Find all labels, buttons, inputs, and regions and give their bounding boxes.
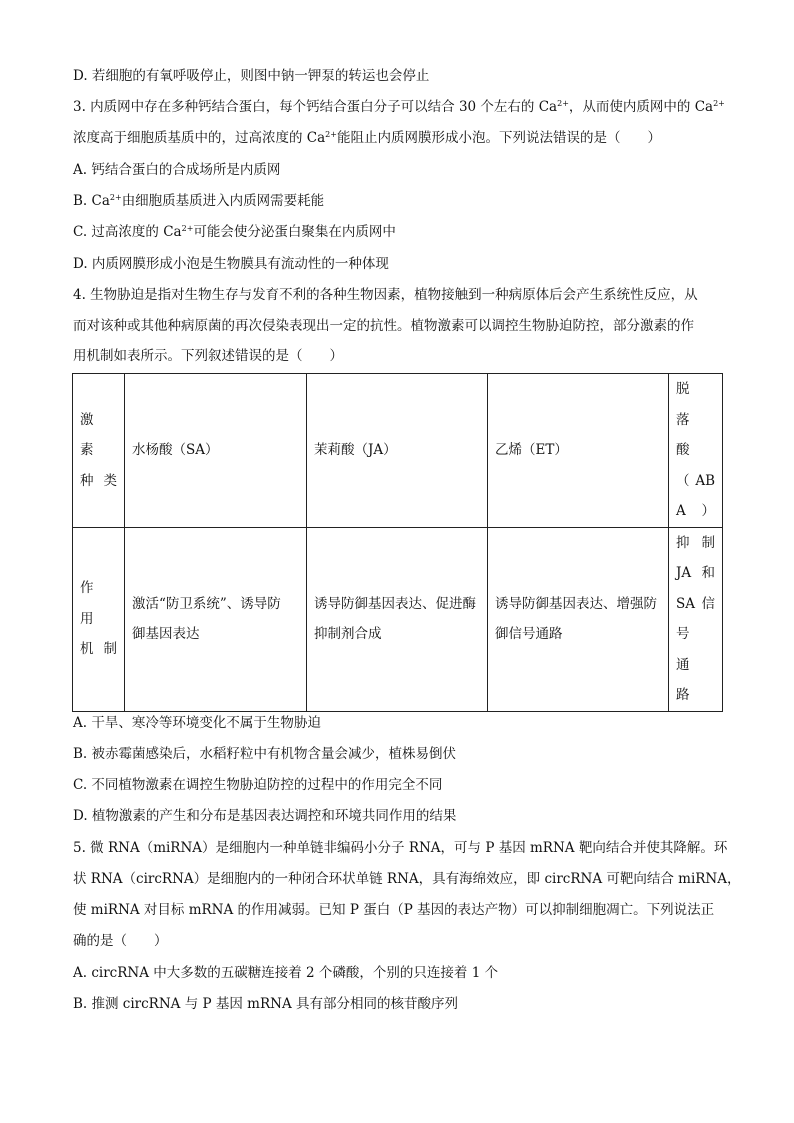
- table-cell-et: 乙烯（ET）: [488, 374, 669, 528]
- q3-stem-line2: 浓度高于细胞质基质中的，过高浓度的 $Ca^{2+}$能阻止内质网膜形成小泡。下列说法错误的是（ ）: [73, 130, 661, 146]
- q4-option-b: B. 被赤霉菌感染后，水稻籽粒中有机物含量会减少，植株易倒伏: [73, 746, 457, 762]
- q5-stem-line1: 5. 微 RNA（miRNA）是细胞内一种单链非编码小分子 RNA，可与 P 基因 mRNA 靶向结合并使其降解。环: [73, 840, 728, 856]
- q4-option-d: D. 植物激素的产生和分布是基因表达调控和环境共同作用的结果: [73, 808, 457, 824]
- table-cell-ja-mechanism: 诱导防御基因表达、促进酶 抑制剂合成: [307, 527, 488, 711]
- q5-option-a: A. circRNA 中大多数的五碳糖连接着 2 个磷酸，个别的只连接着 1 个: [73, 965, 499, 981]
- q4-stem-line3: 用机制如表所示。下列叙述错误的是（ ）: [73, 348, 343, 364]
- q4-stem-line2: 而对该种或其他种病原菌的再次侵染表现出一定的抗性。植物激素可以调控生物胁迫防控，部分激素的作: [73, 318, 694, 334]
- q5-stem-line2: 状 RNA（circRNA）是细胞内的一种闭合环状单链 RNA，具有海绵效应，即 circRNA 可靶向结合 miRNA，: [73, 871, 741, 887]
- table-header-mechanism: 作 用 机制: [73, 527, 125, 711]
- q2-option-d: D. 若细胞的有氧呼吸停止，则图中钠一钾泵的转运也会停止: [73, 68, 430, 84]
- q5-stem-line4: 确的是（ ）: [73, 933, 168, 949]
- hormone-table: [72, 373, 723, 712]
- q5-option-b: B. 推测 circRNA 与 P 基因 mRNA 具有部分相同的核苷酸序列: [73, 996, 458, 1012]
- q3-option-a: A. 钙结合蛋白的合成场所是内质网: [73, 162, 281, 178]
- table-cell-sa: 水杨酸（SA）: [125, 374, 307, 528]
- q3-option-b: B. $Ca^{2+}$由细胞质基质进入内质网需要耗能: [73, 193, 325, 209]
- table-row: [73, 527, 723, 711]
- q3-option-d: D. 内质网膜形成小泡是生物膜具有流动性的一种体现: [73, 256, 389, 272]
- q3-option-c: C. 过高浓度的 $Ca^{2+}$可能会使分泌蛋白聚集在内质网中: [73, 224, 396, 240]
- table-header-hormone-type: 激 素 种类: [73, 374, 125, 528]
- q3-stem-line1: 3. 内质网中存在多种钙结合蛋白，每个钙结合蛋白分子可以结合 30 个左右的 $Ca^{2+}$，从而使内质网中的 $Ca^{2+}$: [73, 99, 725, 115]
- table-cell-aba-mechanism: 抑制 JA 和 SA 信 号 通 路: [669, 527, 723, 711]
- table-cell-ja: 茉莉酸（JA）: [307, 374, 488, 528]
- table-cell-aba: 脱 落 酸 （AB A）: [669, 374, 723, 528]
- q4-option-a: A. 干旱、寒冷等环境变化不属于生物胁迫: [73, 715, 321, 731]
- q4-stem-line1: 4. 生物胁迫是指对生物生存与发育不利的各种生物因素，植物接触到一种病原体后会产生系统性反应，从: [73, 287, 698, 303]
- table-cell-sa-mechanism: 激活“防卫系统”、诱导防 御基因表达: [125, 527, 307, 711]
- table-cell-et-mechanism: 诱导防御基因表达、增强防 御信号通路: [488, 527, 669, 711]
- q5-stem-line3: 使 miRNA 对目标 mRNA 的作用减弱。已知 P 蛋白（P 基因的表达产物）可以抑制细胞凋亡。下列说法正: [73, 902, 715, 918]
- q4-option-c: C. 不同植物激素在调控生物胁迫防控的过程中的作用完全不同: [73, 777, 443, 793]
- table-row: [73, 374, 723, 528]
